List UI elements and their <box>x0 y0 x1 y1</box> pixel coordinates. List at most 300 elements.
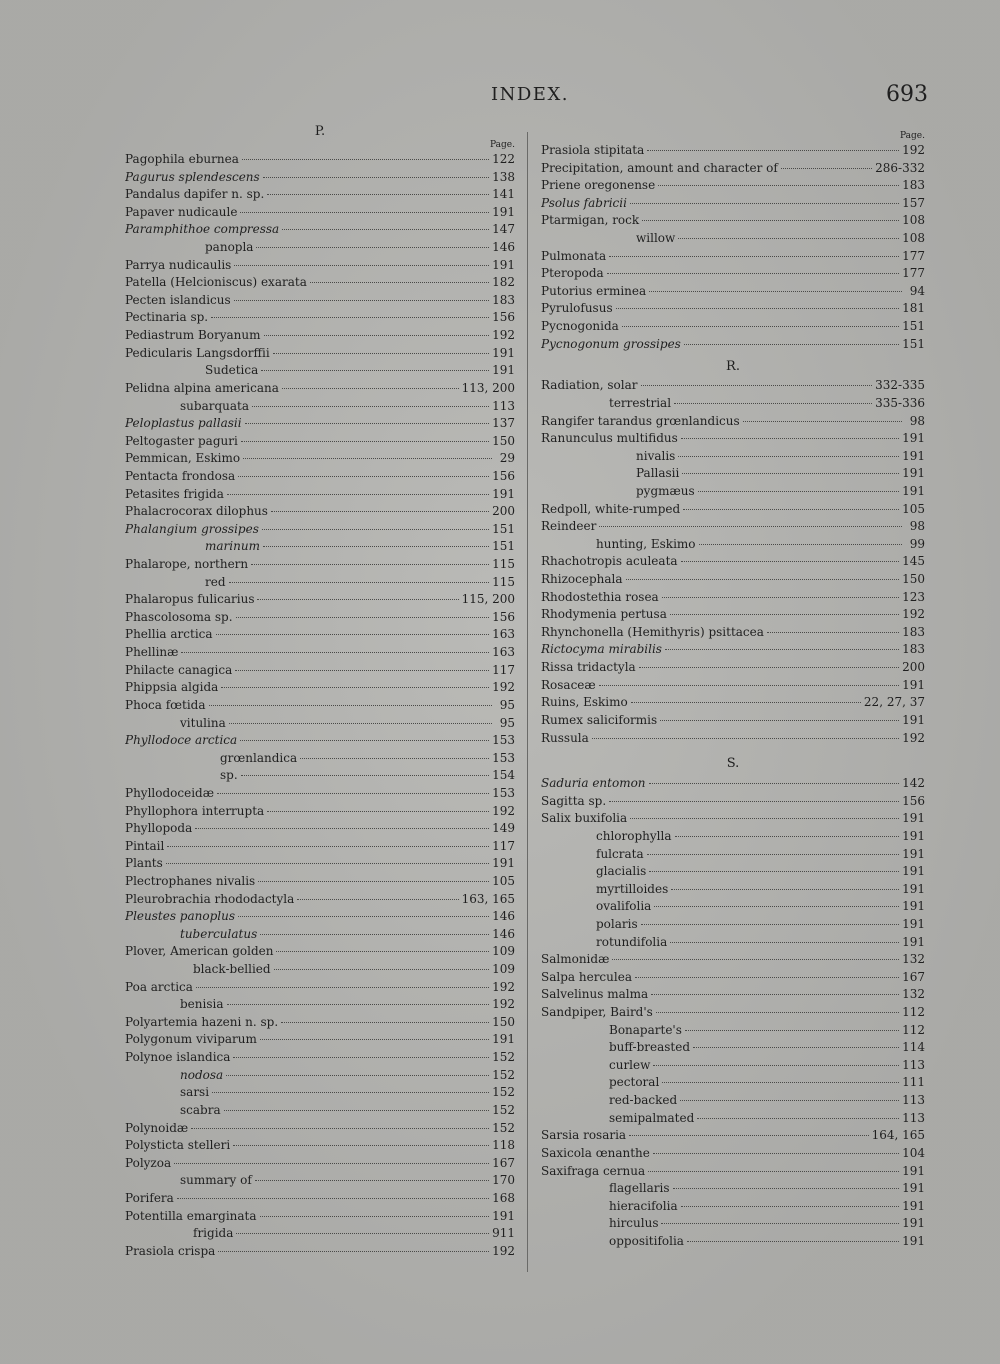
page-column-label: Page. <box>490 140 515 150</box>
index-entry <box>125 873 515 891</box>
index-page-ref: 335-336 <box>875 395 925 410</box>
dot-leader <box>649 871 899 872</box>
index-entry <box>125 239 515 257</box>
index-term: Phalaropus fulicarius <box>125 592 255 607</box>
index-entry <box>125 891 515 909</box>
right-column <box>541 124 925 1251</box>
dot-leader <box>629 1135 868 1136</box>
dot-leader <box>260 1216 490 1217</box>
dot-leader <box>592 738 899 739</box>
index-page-ref: 191 <box>902 1181 925 1196</box>
index-entry <box>541 536 925 554</box>
index-term: myrtilloides <box>596 881 669 896</box>
index-page-ref: 113, 200 <box>461 380 515 395</box>
index-term: Radiation, solar <box>541 378 638 393</box>
index-entry <box>541 413 925 431</box>
dot-leader <box>234 300 489 301</box>
index-entry <box>125 327 515 345</box>
index-entry <box>541 712 925 730</box>
index-term: Porifera <box>125 1190 174 1205</box>
index-entry <box>125 538 515 556</box>
dot-leader <box>235 670 489 671</box>
dot-leader <box>255 1180 489 1181</box>
dot-leader <box>648 1171 899 1172</box>
dot-leader <box>642 220 899 221</box>
index-entry <box>125 292 515 310</box>
index-page-ref: 118 <box>492 1138 515 1153</box>
index-page-ref: 191 <box>902 712 925 727</box>
index-term: Rissa tridactyla <box>541 660 636 675</box>
index-term: Polygonum viviparum <box>125 1032 257 1047</box>
index-entry <box>125 926 515 944</box>
index-term: glacialis <box>596 864 647 879</box>
dot-leader <box>647 150 899 151</box>
index-term: Rosaceæ <box>541 677 596 692</box>
index-page-ref: 183 <box>902 624 925 639</box>
index-term: Ruins, Eskimo <box>541 695 628 710</box>
left-entry-list <box>125 151 515 1260</box>
index-entry <box>125 309 515 327</box>
dot-leader <box>674 403 872 404</box>
index-entry <box>541 448 925 466</box>
index-entry <box>125 1190 515 1208</box>
dot-leader <box>267 194 489 195</box>
index-page-ref: 183 <box>902 178 925 193</box>
index-page-ref: 123 <box>902 589 925 604</box>
dot-leader <box>681 561 900 562</box>
index-page-ref: 164, 165 <box>871 1128 925 1143</box>
index-page-ref: 142 <box>902 776 925 791</box>
index-page-ref: 29 <box>499 451 515 466</box>
index-entry <box>541 916 925 934</box>
dot-leader <box>630 818 899 819</box>
column-divider <box>527 132 528 1272</box>
index-entry <box>125 503 515 521</box>
index-page-ref: 167 <box>492 1155 515 1170</box>
index-term: Pagurus splendescens <box>125 169 260 184</box>
index-entry <box>541 589 925 607</box>
index-term: Pycnogonida <box>541 319 619 334</box>
index-entry <box>125 1049 515 1067</box>
dot-leader <box>665 649 899 650</box>
index-page-ref: 332-335 <box>875 378 925 393</box>
index-entry <box>125 415 515 433</box>
dot-leader <box>698 491 899 492</box>
index-term: Phyllopoda <box>125 821 193 836</box>
index-page-ref: 151 <box>902 336 925 351</box>
dot-leader <box>684 344 899 345</box>
index-entry <box>125 996 515 1014</box>
index-entry <box>541 318 925 336</box>
index-page-ref: 191 <box>492 204 515 219</box>
running-header-title: INDEX. <box>491 84 569 105</box>
dot-leader <box>687 1241 899 1242</box>
index-page-ref: 112 <box>902 1022 925 1037</box>
dot-leader <box>631 702 861 703</box>
dot-leader <box>242 159 489 160</box>
index-entry <box>541 863 925 881</box>
index-term: curlew <box>609 1057 651 1072</box>
index-page-ref: 108 <box>902 213 925 228</box>
dot-leader <box>767 632 899 633</box>
index-entry <box>125 468 515 486</box>
right-r-entry-list <box>541 377 925 747</box>
dot-leader <box>260 1039 489 1040</box>
dot-leader <box>662 597 899 598</box>
index-term: Rhodostethia rosea <box>541 589 659 604</box>
index-term: Pecten islandicus <box>125 292 231 307</box>
dot-leader <box>252 406 489 407</box>
dot-leader <box>227 1004 490 1005</box>
index-term: Pulmonata <box>541 248 607 263</box>
index-term: Psolus fabricii <box>541 195 627 210</box>
index-page-ref: 156 <box>492 310 515 325</box>
index-term: Peltogaster paguri <box>125 433 238 448</box>
index-entry <box>125 908 515 926</box>
dot-leader <box>238 916 489 917</box>
dot-leader <box>297 899 458 900</box>
dot-leader <box>218 1251 489 1252</box>
index-page-ref: 191 <box>902 466 925 481</box>
dot-leader <box>678 238 899 239</box>
index-term: Pyrulofusus <box>541 301 613 316</box>
index-term: ovalifolia <box>596 899 652 914</box>
index-term: Papaver nudicaule <box>125 204 238 219</box>
index-page-ref: 200 <box>902 660 925 675</box>
index-term: Petasites frigida <box>125 486 224 501</box>
index-term: Salix buxifolia <box>541 811 628 826</box>
index-page-ref: 99 <box>909 536 925 551</box>
index-entry <box>541 571 925 589</box>
index-page-ref: 192 <box>492 979 515 994</box>
dot-leader <box>630 203 899 204</box>
index-entry <box>125 521 515 539</box>
dot-leader <box>653 1153 899 1154</box>
index-page-ref: 177 <box>902 248 925 263</box>
index-entry <box>541 142 925 160</box>
dot-leader <box>612 959 899 960</box>
index-entry <box>541 641 925 659</box>
index-term: Rhachotropis aculeata <box>541 554 678 569</box>
index-page-ref: 191 <box>492 363 515 378</box>
index-term: Phascolosoma sp. <box>125 609 233 624</box>
dot-leader <box>671 889 899 890</box>
index-entry <box>541 336 925 354</box>
index-term: Pycnogonum grossipes <box>541 336 681 351</box>
left-column <box>125 124 515 1260</box>
index-page-ref: 98 <box>909 413 925 428</box>
index-term: Prasiola stipitata <box>541 143 645 157</box>
index-entry <box>125 803 515 821</box>
index-term: fulcrata <box>596 846 644 861</box>
index-term: Precipitation, amount and character of <box>541 160 778 175</box>
index-page-ref: 168 <box>492 1190 515 1205</box>
index-entry <box>541 1163 925 1181</box>
index-term: red-backed <box>609 1093 678 1108</box>
index-page-ref: 200 <box>492 504 515 519</box>
index-term: Redpoll, white-rumped <box>541 501 681 516</box>
index-entry <box>125 380 515 398</box>
index-term: black-bellied <box>193 962 271 977</box>
index-entry <box>125 750 515 768</box>
dot-leader <box>267 811 489 812</box>
index-page-ref: 181 <box>902 301 925 316</box>
index-page-ref: 108 <box>902 231 925 246</box>
index-term: red <box>205 574 226 589</box>
index-term: rotundifolia <box>596 934 668 949</box>
index-page-ref: 114 <box>902 1040 925 1055</box>
dot-leader <box>177 1198 489 1199</box>
index-page-ref: 191 <box>492 1208 515 1223</box>
dot-leader <box>256 247 489 248</box>
index-term: Pagophila eburnea <box>125 152 239 166</box>
dot-leader <box>678 456 899 457</box>
index-entry <box>125 820 515 838</box>
index-entry <box>541 1110 925 1128</box>
index-term: Phellia arctica <box>125 627 213 642</box>
index-page-ref: 22, 27, 37 <box>863 695 925 710</box>
index-term: Poa arctica <box>125 979 193 994</box>
index-page-ref: 98 <box>909 519 925 534</box>
right-s-entry-list <box>541 775 925 1250</box>
dot-leader <box>654 906 899 907</box>
index-term: Phyllodoceidæ <box>125 785 215 800</box>
index-page-ref: 154 <box>492 768 515 783</box>
dot-leader <box>258 881 489 882</box>
index-term: Pemmican, Eskimo <box>125 451 241 466</box>
index-term: Bonaparte's <box>609 1022 682 1037</box>
index-page-ref: 150 <box>902 572 925 587</box>
index-term: Pelidna alpina americana <box>125 380 279 395</box>
index-entry <box>541 881 925 899</box>
index-page-ref: 115 <box>492 557 515 572</box>
index-page-ref: 191 <box>492 856 515 871</box>
index-page-ref: 152 <box>492 1085 515 1100</box>
dot-leader <box>658 185 899 186</box>
index-term: Patella (Helcioniscus) exarata <box>125 275 307 290</box>
index-page-ref: 192 <box>492 803 515 818</box>
index-page-ref: 115, 200 <box>461 592 515 607</box>
dot-leader <box>693 1047 899 1048</box>
dot-leader <box>639 667 899 668</box>
index-entry <box>541 793 925 811</box>
index-term: Ranunculus multifidus <box>541 431 678 446</box>
dot-leader <box>670 614 899 615</box>
dot-leader <box>635 977 899 978</box>
index-entry <box>125 662 515 680</box>
dot-leader <box>660 720 899 721</box>
dot-leader <box>166 863 489 864</box>
index-term: hunting, Eskimo <box>596 536 696 551</box>
index-term: oppositifolia <box>609 1233 684 1248</box>
index-term: Priene oregonense <box>541 178 656 193</box>
index-page-ref: 113 <box>902 1057 925 1072</box>
index-entry <box>541 300 925 318</box>
dot-leader <box>699 544 902 545</box>
index-page-ref: 286-332 <box>875 160 925 175</box>
dot-leader <box>310 282 489 283</box>
index-entry <box>125 574 515 592</box>
index-entry <box>125 697 515 715</box>
index-term: Saxicola œnanthe <box>541 1145 650 1160</box>
index-page-ref: 146 <box>492 240 515 255</box>
dot-leader <box>661 1223 899 1224</box>
index-entry <box>125 785 515 803</box>
index-term: Pedicularis Langsdorffii <box>125 345 270 360</box>
index-entry <box>541 283 925 301</box>
dot-leader <box>209 705 492 706</box>
index-term: flagellaris <box>609 1181 670 1196</box>
index-entry <box>541 1127 925 1145</box>
index-page-ref: 163, 165 <box>461 891 515 906</box>
index-term: Pediastrum Boryanum <box>125 328 261 343</box>
index-page-ref: 191 <box>902 1198 925 1213</box>
dot-leader <box>641 924 899 925</box>
index-page-ref: 163 <box>492 627 515 642</box>
section-letter-p: P. <box>314 124 326 139</box>
index-term: tuberculatus <box>180 926 258 941</box>
index-page-ref: 192 <box>902 143 925 157</box>
index-page-ref: 192 <box>492 997 515 1012</box>
index-entry <box>541 1004 925 1022</box>
index-page-ref: 191 <box>902 677 925 692</box>
index-term: hieracifolia <box>609 1198 678 1213</box>
index-page-ref: 192 <box>492 1243 515 1258</box>
dot-leader <box>616 308 899 309</box>
index-entry <box>541 518 925 536</box>
index-term: frigida <box>193 1226 234 1241</box>
index-page-ref: 191 <box>902 934 925 949</box>
index-term: subarquata <box>180 398 249 413</box>
dot-leader <box>264 335 490 336</box>
index-entry <box>125 433 515 451</box>
index-page-ref: 146 <box>492 926 515 941</box>
index-term: marinum <box>205 539 260 554</box>
index-entry <box>125 1137 515 1155</box>
dot-leader <box>656 1012 899 1013</box>
index-term: polaris <box>596 916 638 931</box>
index-page-ref: 156 <box>492 468 515 483</box>
dot-leader <box>300 758 489 759</box>
index-entry <box>541 483 925 501</box>
index-entry <box>541 230 925 248</box>
index-term: willow <box>636 231 676 246</box>
index-page-ref: 191 <box>902 864 925 879</box>
index-page-ref: 177 <box>902 266 925 281</box>
index-entry <box>541 430 925 448</box>
index-term: Phalacrocorax dilophus <box>125 504 268 519</box>
dot-leader <box>281 1022 489 1023</box>
index-page-ref: 191 <box>902 431 925 446</box>
index-page-ref: 191 <box>902 916 925 931</box>
index-page-ref: 145 <box>902 554 925 569</box>
index-entry <box>541 1022 925 1040</box>
index-term: Plants <box>125 856 163 871</box>
index-term: summary of <box>180 1173 252 1188</box>
index-term: Prasiola crispa <box>125 1243 216 1258</box>
index-page-ref: 113 <box>492 398 515 413</box>
dot-leader <box>263 177 489 178</box>
dot-leader <box>241 441 489 442</box>
dot-leader <box>681 438 899 439</box>
index-term: Phippsia algida <box>125 680 219 695</box>
index-term: Putorius erminea <box>541 283 647 298</box>
dot-leader <box>191 1128 489 1129</box>
index-entry <box>541 1198 925 1216</box>
index-page-ref: 151 <box>492 521 515 536</box>
section-letter-s: S. <box>726 756 740 772</box>
index-term: sarsi <box>180 1085 210 1100</box>
index-term: Polynoe islandica <box>125 1050 231 1065</box>
index-page-ref: 191 <box>492 345 515 360</box>
dot-leader <box>211 317 489 318</box>
dot-leader <box>260 934 489 935</box>
dot-leader <box>682 473 899 474</box>
dot-leader <box>224 1110 489 1111</box>
index-term: pygmæus <box>636 483 695 498</box>
index-entry <box>541 1092 925 1110</box>
index-entry <box>125 591 515 609</box>
index-entry <box>125 1120 515 1138</box>
index-entry <box>541 1039 925 1057</box>
index-page-ref: 153 <box>492 785 515 800</box>
index-term: Rhizocephala <box>541 572 623 587</box>
index-entry <box>125 151 515 169</box>
index-entry <box>125 1243 515 1261</box>
index-term: Rumex saliciformis <box>541 712 658 727</box>
dot-leader <box>276 951 489 952</box>
index-entry <box>541 828 925 846</box>
index-term: Phalarope, northern <box>125 557 249 572</box>
index-entry <box>125 362 515 380</box>
dot-leader <box>670 942 899 943</box>
index-entry <box>541 846 925 864</box>
index-term: Pleurobrachia rhododactyla <box>125 891 295 906</box>
dot-leader <box>622 326 899 327</box>
dot-leader <box>697 1118 899 1119</box>
index-page-ref: 109 <box>492 944 515 959</box>
dot-leader <box>641 385 873 386</box>
index-page-ref: 150 <box>492 433 515 448</box>
index-entry <box>541 624 925 642</box>
index-term: Pleustes panoplus <box>125 909 235 924</box>
dot-leader <box>282 388 459 389</box>
index-entry <box>125 1102 515 1120</box>
index-entry <box>125 626 515 644</box>
dot-leader <box>236 617 490 618</box>
index-entry <box>541 810 925 828</box>
index-term: nivalis <box>636 448 676 463</box>
page-column-label: Page. <box>900 131 925 141</box>
index-page-ref: 170 <box>492 1173 515 1188</box>
index-entry <box>541 465 925 483</box>
dot-leader <box>243 458 492 459</box>
dot-leader <box>599 685 899 686</box>
index-entry <box>125 450 515 468</box>
index-entry <box>125 257 515 275</box>
dot-leader <box>649 291 902 292</box>
index-page-ref: 111 <box>902 1075 925 1090</box>
index-entry <box>541 395 925 413</box>
index-term: Sarsia rosaria <box>541 1128 627 1143</box>
index-page-ref: 192 <box>902 730 925 745</box>
index-term: hirculus <box>609 1216 659 1231</box>
dot-leader <box>683 509 899 510</box>
index-page-ref: 191 <box>492 1032 515 1047</box>
index-entry <box>125 169 515 187</box>
index-page-ref: 191 <box>492 486 515 501</box>
index-term: Sagitta sp. <box>541 793 607 808</box>
